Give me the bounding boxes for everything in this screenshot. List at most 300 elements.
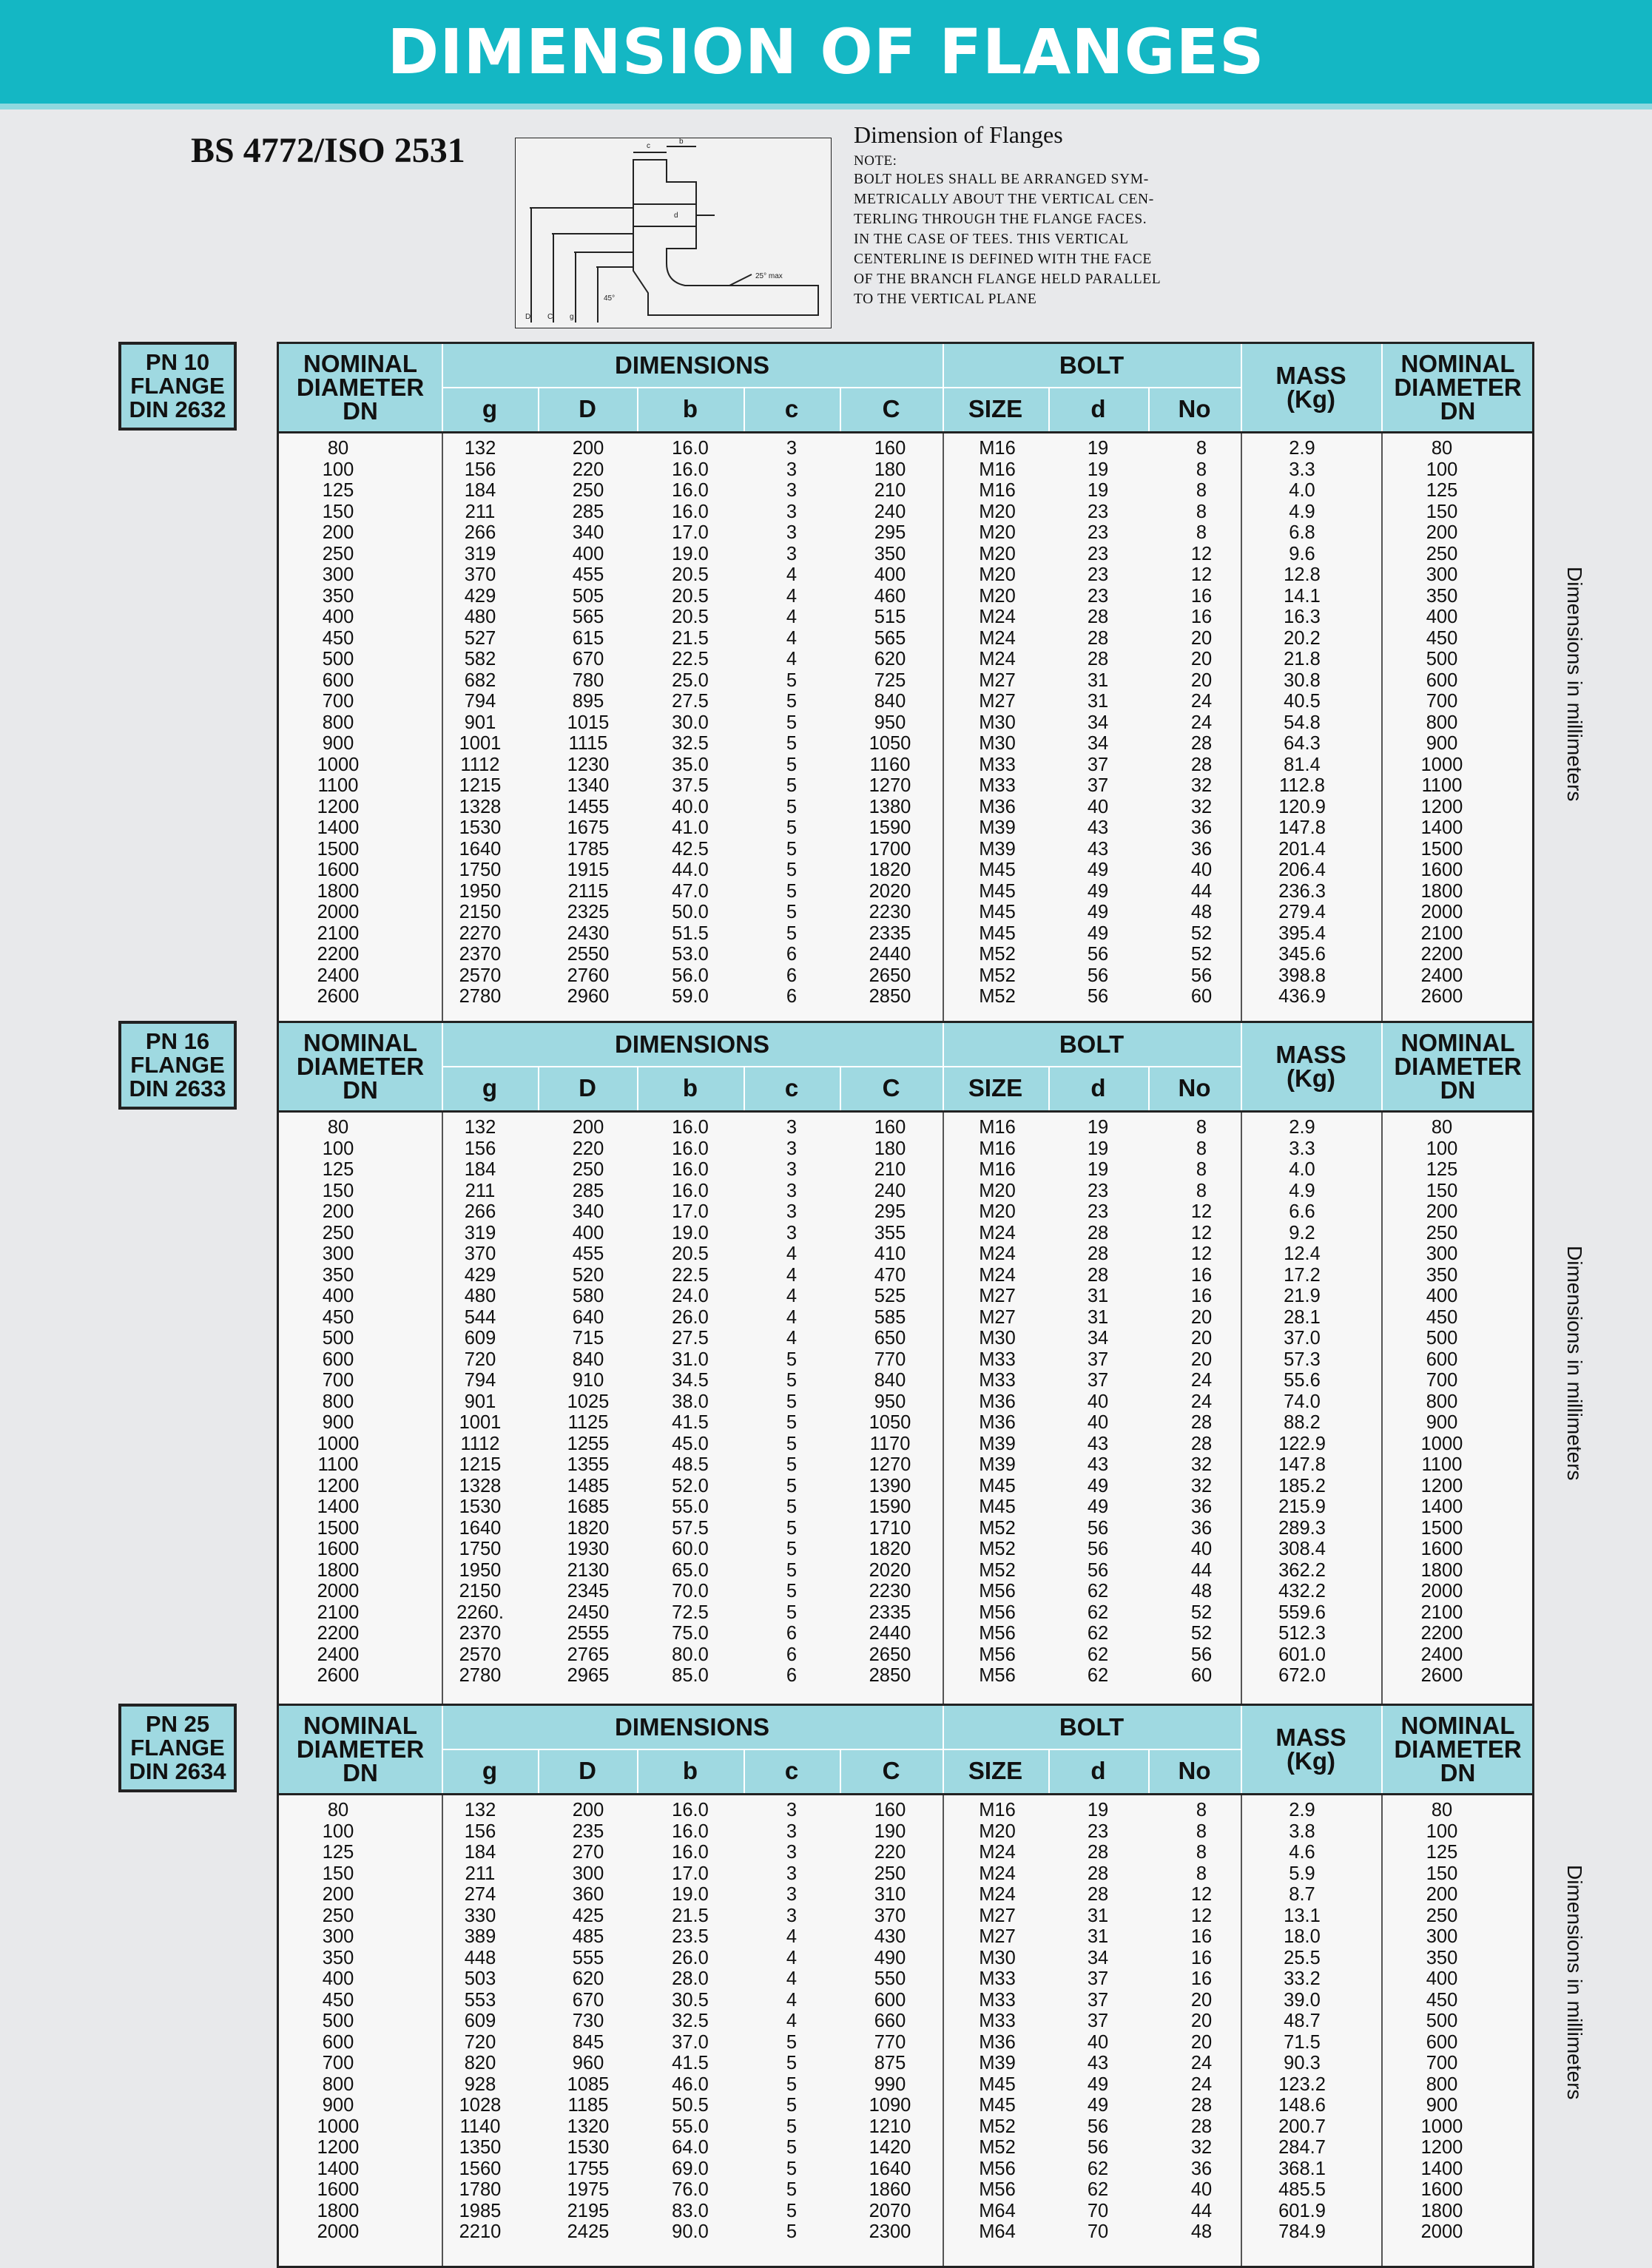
- table-cell: 310: [874, 1884, 906, 1905]
- table-cell: 950: [874, 712, 906, 733]
- table-cell: 2765: [567, 1644, 610, 1665]
- column-c: [740, 438, 843, 1008]
- table-cell: 1100: [317, 775, 359, 796]
- table-cell: 211: [465, 1863, 496, 1884]
- table-cell: 450: [322, 1989, 354, 2011]
- header-bolt-d-col: d: [1090, 1074, 1106, 1101]
- table-cell: 35.0: [672, 754, 709, 775]
- table-cell: 1485: [567, 1475, 610, 1496]
- table-cell: 125: [1426, 480, 1458, 501]
- table-cell: 2020: [869, 1559, 911, 1581]
- table-cell: 2000: [1420, 2221, 1463, 2242]
- table-cell: 37: [1087, 775, 1109, 796]
- table-cell: 20: [1190, 1306, 1213, 1328]
- table-cell: 794: [464, 691, 496, 712]
- table-cell: 20.5: [672, 564, 709, 585]
- table-cell: 436.9: [1278, 986, 1326, 1007]
- table-cell: 28: [1190, 1433, 1213, 1454]
- table-cell: 770: [874, 2031, 906, 2053]
- table-cell: 32: [1190, 2137, 1213, 2158]
- table-cell: 150: [322, 501, 354, 522]
- table-cell: 1140: [459, 2116, 501, 2137]
- table-cell: 485.5: [1278, 2179, 1326, 2200]
- table-cell: M36: [979, 2031, 1016, 2053]
- table-cell: 5: [786, 817, 798, 838]
- table-cell: 36: [1190, 1517, 1213, 1539]
- table-cell: 185.2: [1278, 1475, 1326, 1496]
- table-cell: 40: [1190, 860, 1213, 880]
- table-cell: 4: [786, 1968, 798, 1989]
- table-cell: 37.0: [672, 2031, 709, 2053]
- table-cell: 5: [786, 1391, 798, 1412]
- flange-class-line: FLANGE: [130, 1735, 225, 1761]
- table-cell: 300: [572, 1863, 604, 1884]
- table-cell: 250: [572, 480, 604, 501]
- table-cell: 1001: [459, 733, 502, 754]
- table-cell: 23: [1087, 522, 1109, 543]
- header-nominal-diameter-line: DN: [343, 1076, 378, 1104]
- table-cell: 715: [572, 1328, 604, 1349]
- table-cell: M24: [979, 1863, 1016, 1884]
- table-cell: 132: [464, 1800, 496, 1820]
- table-cell: 23: [1087, 1180, 1109, 1201]
- table-cell: 184: [464, 1842, 496, 1863]
- table-cell: 80: [1431, 1800, 1453, 1820]
- table-cell: 200: [572, 1800, 604, 1820]
- table-cell: 4: [786, 1989, 798, 2011]
- table-cell: 65.0: [672, 1559, 709, 1581]
- column-no: [1150, 1117, 1253, 1687]
- table-cell: 840: [874, 691, 906, 712]
- column-dn: [286, 438, 390, 1008]
- table-cell: 398.8: [1278, 965, 1326, 986]
- header-nominal-diameter: [279, 1023, 442, 1110]
- table-cell: M20: [979, 564, 1016, 585]
- table-cell: 20: [1190, 1349, 1213, 1370]
- table-cell: 125: [1426, 1159, 1458, 1180]
- table-cell: M20: [979, 1201, 1016, 1222]
- table-cell: 470: [874, 1264, 906, 1286]
- table-cell: 500: [1426, 649, 1458, 669]
- table-cell: 71.5: [1284, 2031, 1321, 2053]
- table-cell: 14.1: [1284, 585, 1321, 607]
- table-cell: 64.0: [672, 2137, 709, 2158]
- table-cell: 425: [572, 1905, 604, 1926]
- table-cell: M24: [979, 607, 1016, 627]
- table-cell: 450: [322, 1306, 354, 1328]
- table-cell: 1000: [1420, 2116, 1463, 2137]
- table-cell: 250: [572, 1159, 604, 1180]
- table-cell: 28: [1087, 1884, 1109, 1905]
- table-cell: 2200: [1420, 1623, 1463, 1644]
- table-cell: 2230: [869, 1581, 911, 1602]
- table-cell: 395.4: [1278, 922, 1326, 944]
- table-cell: 12: [1190, 1201, 1213, 1222]
- table-cell: 240: [874, 1180, 906, 1201]
- table-cell: 32: [1190, 796, 1213, 817]
- diagram-label-c: c: [647, 142, 650, 150]
- table-cell: 300: [1426, 1243, 1458, 1264]
- table-cell: 41.0: [672, 817, 709, 838]
- table-cell: 23: [1087, 564, 1109, 585]
- table-cell: 20: [1190, 2011, 1213, 2031]
- table-cell: 57.3: [1284, 1349, 1321, 1370]
- table-cell: 1320: [567, 2116, 610, 2137]
- table-cell: 62: [1087, 1644, 1109, 1665]
- table-cell: 156: [464, 1138, 496, 1159]
- table-cell: 48.7: [1284, 2011, 1321, 2031]
- table-cell: M33: [979, 1370, 1016, 1391]
- table-cell: 21.8: [1284, 649, 1321, 669]
- table-cell: 8: [1196, 1820, 1207, 1842]
- table-cell: 2550: [567, 944, 610, 965]
- table-cell: 1215: [459, 1454, 502, 1475]
- table-cell: 3: [786, 1117, 798, 1138]
- table-cell: 2850: [869, 1665, 911, 1686]
- table-cell: 90.0: [672, 2221, 709, 2242]
- table-cell: 17.0: [672, 522, 709, 543]
- table-cell: 2370: [459, 944, 502, 965]
- table-cell: 17.0: [672, 1863, 709, 1884]
- table-cell: 289.3: [1278, 1517, 1326, 1539]
- column-g: [428, 438, 532, 1008]
- table-cell: 2335: [869, 922, 911, 944]
- table-cell: 19: [1087, 1159, 1109, 1180]
- header-nominal-diameter-right: [1381, 1706, 1534, 1793]
- table-cell: 83.0: [672, 2200, 709, 2221]
- table-cell: 57.5: [672, 1517, 709, 1539]
- table-cell: 32.5: [672, 2011, 709, 2031]
- table-cell: 1000: [1420, 754, 1463, 775]
- table-cell: M36: [979, 1391, 1016, 1412]
- table-cell: 44: [1190, 1559, 1213, 1581]
- table-cell: M56: [979, 1602, 1016, 1623]
- table-cell: 2600: [317, 986, 360, 1007]
- table-cell: M64: [979, 2221, 1016, 2242]
- table-cell: 240: [874, 501, 906, 522]
- table-cell: 112.8: [1279, 775, 1325, 796]
- table-cell: 235: [572, 1820, 604, 1842]
- table-cell: 600: [322, 1349, 354, 1370]
- table-cell: 1500: [317, 838, 360, 860]
- table-cell: 81.4: [1284, 754, 1321, 775]
- table-cell: 24: [1190, 1391, 1213, 1412]
- table-cell: 5: [786, 1475, 798, 1496]
- column-c: [740, 1117, 843, 1687]
- table-cell: 8: [1196, 480, 1207, 501]
- table-cell: 206.4: [1278, 860, 1326, 880]
- table-cell: 500: [1426, 2011, 1458, 2031]
- table-cell: 5: [786, 2200, 798, 2221]
- table-cell: 49: [1087, 1496, 1109, 1517]
- table-cell: 43: [1087, 1433, 1109, 1454]
- table-cell: 40: [1190, 2179, 1213, 2200]
- table-cell: 1085: [567, 2073, 610, 2095]
- table-cell: 400: [322, 1286, 354, 1306]
- table-cell: 8: [1196, 1180, 1207, 1201]
- table-cell: 5: [786, 1370, 798, 1391]
- header-mass: [1241, 1706, 1381, 1793]
- table-cell: 5: [786, 1517, 798, 1539]
- table-cell: 345.6: [1278, 944, 1326, 965]
- table-cell: 16: [1190, 1286, 1213, 1306]
- table-cell: 40: [1190, 1539, 1213, 1559]
- table-cell: 16: [1190, 1926, 1213, 1947]
- table-cell: 37: [1087, 1989, 1109, 2011]
- table-cell: 6: [786, 944, 798, 965]
- table-cell: 52: [1190, 922, 1213, 944]
- table-cell: 200: [1426, 522, 1458, 543]
- table-cell: 730: [572, 2011, 604, 2031]
- table-cell: 1025: [567, 1391, 610, 1412]
- table-cell: M64: [979, 2200, 1016, 2221]
- table-cell: 16.0: [672, 459, 709, 480]
- table-cell: 1028: [459, 2095, 502, 2116]
- table-cell: M36: [979, 796, 1016, 817]
- table-cell: 250: [1426, 543, 1458, 564]
- table-cell: 295: [874, 522, 906, 543]
- table-cell: 3: [786, 1201, 798, 1222]
- table-cell: 23: [1087, 1820, 1109, 1842]
- flange-class-line: DIN 2634: [129, 1758, 226, 1784]
- table-cell: 8: [1196, 1138, 1207, 1159]
- table-cell: 220: [572, 459, 604, 480]
- table-cell: 27.5: [672, 691, 709, 712]
- table-cell: 52: [1190, 944, 1213, 965]
- table-cell: 650: [874, 1328, 906, 1349]
- table-cell: 125: [322, 480, 354, 501]
- table-cell: 1500: [317, 1517, 360, 1539]
- table-cell: 1600: [317, 1539, 360, 1559]
- title-banner: [0, 0, 1652, 109]
- table-cell: 1785: [567, 838, 610, 860]
- column-c: [740, 1800, 843, 2243]
- column-dn-right: [1390, 1800, 1494, 2243]
- table-cell: M33: [979, 1349, 1016, 1370]
- table-cell: 21.5: [672, 627, 709, 649]
- table-cell: 32: [1190, 1454, 1213, 1475]
- header-nominal-diameter: [279, 344, 442, 431]
- table-cell: 2210: [459, 2221, 502, 2242]
- table-cell: 22.5: [672, 1264, 709, 1286]
- table-cell: 40: [1087, 796, 1109, 817]
- table-cell: 45.0: [672, 1433, 709, 1454]
- table-cell: 5: [786, 669, 798, 691]
- table-cell: 44.0: [672, 860, 709, 880]
- table-header: [279, 344, 1532, 433]
- table-cell: M56: [979, 1644, 1016, 1665]
- table-cell: 19: [1087, 438, 1109, 459]
- table-cell: M52: [979, 2116, 1016, 2137]
- table-cell: 32: [1190, 1475, 1213, 1496]
- table-cell: 8.7: [1289, 1884, 1315, 1905]
- table-cell: 49: [1087, 880, 1109, 902]
- table-cell: 5.9: [1289, 1863, 1315, 1884]
- table-cell: 601.9: [1278, 2200, 1326, 2221]
- table-cell: 900: [1426, 1412, 1458, 1433]
- table-cell: 350: [322, 1947, 354, 1968]
- table-cell: 1750: [459, 1539, 502, 1559]
- table-cell: 37: [1087, 1349, 1109, 1370]
- table-cell: 125: [1426, 1842, 1458, 1863]
- table-cell: 4: [786, 627, 798, 649]
- table-cell: 6: [786, 965, 798, 986]
- table-cell: 5: [786, 796, 798, 817]
- table-cell: 180: [874, 459, 906, 480]
- table-cell: 20.5: [672, 585, 709, 607]
- table-cell: 70.0: [672, 1581, 709, 1602]
- column-dn: [286, 1800, 390, 2243]
- table-cell: 100: [1426, 1820, 1458, 1842]
- table-cell: 400: [1426, 607, 1458, 627]
- table-cell: M39: [979, 817, 1016, 838]
- table-cell: 480: [464, 607, 496, 627]
- column-C: [838, 1800, 942, 2243]
- table-cell: 410: [874, 1243, 906, 1264]
- table-cell: 210: [874, 1159, 906, 1180]
- table-cell: 1185: [567, 2095, 609, 2116]
- table-cell: 4: [786, 1243, 798, 1264]
- table-cell: 2335: [869, 1602, 911, 1623]
- table-cell: 40: [1087, 1391, 1109, 1412]
- table-cell: 900: [322, 2095, 354, 2116]
- table-cell: 875: [874, 2053, 906, 2073]
- table-cell: 1750: [459, 860, 502, 880]
- table-cell: M30: [979, 1947, 1016, 1968]
- table-cell: M52: [979, 986, 1016, 1007]
- table-cell: 2850: [869, 986, 911, 1007]
- table-cell: 1500: [1420, 1517, 1463, 1539]
- table-cell: M27: [979, 1905, 1016, 1926]
- table-cell: 1050: [869, 733, 911, 754]
- table-cell: 270: [572, 1842, 604, 1863]
- table-cell: 250: [322, 543, 354, 564]
- table-cell: 56: [1087, 986, 1109, 1007]
- column-b: [638, 1117, 742, 1687]
- table-cell: 24: [1190, 2073, 1213, 2095]
- table-cell: 23: [1087, 585, 1109, 607]
- header-mass: [1241, 1023, 1381, 1110]
- table-cell: 1640: [459, 838, 502, 860]
- table-cell: 1000: [317, 754, 360, 775]
- table-cell: 1255: [567, 1433, 610, 1454]
- table-cell: 2100: [1420, 922, 1463, 944]
- table-cell: 490: [874, 1947, 906, 1968]
- table-cell: 1600: [317, 860, 360, 880]
- table-cell: 3: [786, 501, 798, 522]
- table-cell: 211: [465, 1180, 496, 1201]
- header-bolt: BOLT: [1059, 351, 1125, 379]
- table-cell: 28: [1087, 1222, 1109, 1243]
- table-cell: 56.0: [672, 965, 709, 986]
- table-cell: 274: [464, 1884, 496, 1905]
- table-cell: 770: [874, 1349, 906, 1370]
- table-cell: 5: [786, 860, 798, 880]
- column-d: [1046, 1800, 1150, 2243]
- table-cell: M20: [979, 501, 1016, 522]
- table-cell: 24: [1190, 1370, 1213, 1391]
- flange-class-label: [118, 342, 237, 431]
- table-cell: 62: [1087, 1623, 1109, 1644]
- table-cell: 5: [786, 2137, 798, 2158]
- table-cell: 800: [322, 2073, 354, 2095]
- table-cell: 3: [786, 1905, 798, 1926]
- header-b-col: b: [682, 1074, 698, 1101]
- table-cell: 2450: [567, 1602, 610, 1623]
- note-label: NOTE:: [854, 153, 897, 169]
- table-cell: 4.0: [1289, 1159, 1315, 1180]
- table-cell: 34: [1087, 1328, 1109, 1349]
- table-cell: 160: [874, 1800, 906, 1820]
- table-cell: 609: [464, 2011, 496, 2031]
- table-cell: 25.0: [672, 669, 709, 691]
- table-cell: 8: [1196, 1863, 1207, 1884]
- table-cell: 5: [786, 838, 798, 860]
- table-cell: 2100: [1420, 1602, 1463, 1623]
- table-cell: 3: [786, 522, 798, 543]
- table-cell: 1800: [317, 880, 360, 902]
- table-cell: 236.3: [1278, 880, 1326, 902]
- table-cell: 20: [1190, 2031, 1213, 2053]
- table-cell: M33: [979, 2011, 1016, 2031]
- table-cell: 1015: [567, 712, 610, 733]
- table-cell: 5: [786, 691, 798, 712]
- table-cell: 100: [322, 1820, 354, 1842]
- table-cell: M45: [979, 902, 1016, 922]
- table-cell: 2570: [459, 1644, 502, 1665]
- table-cell: 2020: [869, 880, 911, 902]
- table-cell: 36: [1190, 2158, 1213, 2179]
- note-block: [854, 121, 1194, 309]
- table-cell: 16.0: [672, 1159, 709, 1180]
- table-cell: 2600: [1420, 1665, 1463, 1686]
- table-cell: 350: [1426, 1947, 1458, 1968]
- table-cell: 88.2: [1284, 1412, 1321, 1433]
- table-cell: 47.0: [672, 880, 709, 902]
- header-g-col: g: [482, 395, 498, 422]
- column-g: [428, 1117, 532, 1687]
- table-cell: 660: [874, 2011, 906, 2031]
- table-cell: 100: [1426, 1138, 1458, 1159]
- column-size: [945, 1800, 1049, 2243]
- table-cell: 8: [1196, 501, 1207, 522]
- flange-class-label: [118, 1704, 237, 1792]
- table-cell: 1640: [869, 2158, 911, 2179]
- table-cell: 2325: [567, 902, 610, 922]
- header-dimensions: DIMENSIONS: [614, 1030, 770, 1058]
- table-cell: 21.9: [1284, 1286, 1321, 1306]
- header-D-col: D: [579, 395, 596, 422]
- table-cell: 31: [1087, 691, 1109, 712]
- table-cell: 160: [874, 1117, 906, 1138]
- table-cell: 54.8: [1284, 712, 1321, 733]
- table-cell: 37: [1087, 2011, 1109, 2031]
- table-cell: 28.1: [1284, 1306, 1321, 1328]
- table-cell: 515: [874, 607, 906, 627]
- table-cell: 16: [1190, 585, 1213, 607]
- table-cell: 1112: [460, 1433, 500, 1454]
- table-cell: 55.0: [672, 1496, 709, 1517]
- table-cell: 41.5: [672, 2053, 709, 2073]
- table-cell: 30.5: [672, 1989, 709, 2011]
- table-cell: 60: [1190, 1665, 1213, 1686]
- table-cell: 36: [1190, 817, 1213, 838]
- table-cell: 3: [786, 1222, 798, 1243]
- table-cell: M20: [979, 1180, 1016, 1201]
- table-cell: M20: [979, 585, 1016, 607]
- table-cell: 1590: [869, 1496, 911, 1517]
- table-cell: 544: [464, 1306, 496, 1328]
